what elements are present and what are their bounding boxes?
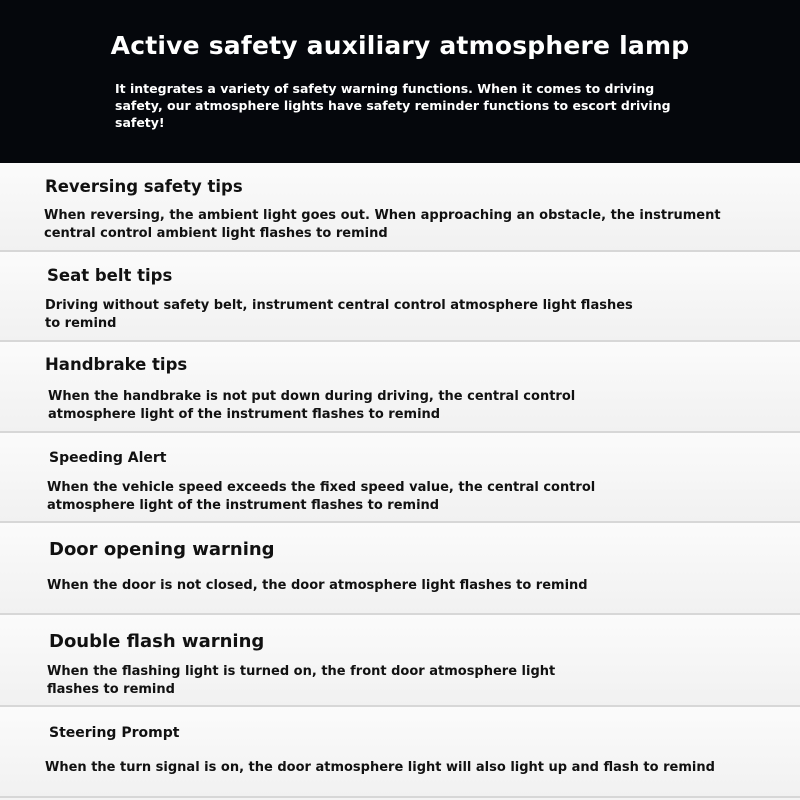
section-text: When the turn signal is on, the door atmosphere light will also light up and flash to remind	[45, 760, 715, 775]
section-text: When the handbrake is not put down during driving, the central control atmosphere light of the instrument flashes to remind	[48, 389, 576, 422]
section-text: When the flashing light is turned on, the front door atmosphere light flashes to remind	[47, 664, 556, 697]
page-description: It integrates a variety of safety warning functions. When it comes to driving safety, our atmosphere lights have safety reminder functions to escort driving safety!	[115, 81, 671, 130]
header-banner	[0, 0, 800, 163]
page-title: Active safety auxiliary atmosphere lamp	[110, 31, 690, 60]
section-seat-belt	[0, 252, 800, 342]
section-title: Double flash warning	[49, 631, 265, 652]
section-reversing-safety	[0, 163, 800, 252]
section-speeding-alert	[0, 433, 800, 523]
section-title: Door opening warning	[49, 539, 275, 560]
section-title: Steering Prompt	[49, 725, 180, 741]
section-title: Reversing safety tips	[45, 177, 243, 196]
section-text: Driving without safety belt, instrument central control atmosphere light flashes to remind	[45, 298, 633, 331]
section-title: Handbrake tips	[45, 355, 188, 374]
section-text: When the door is not closed, the door atmosphere light flashes to remind	[47, 578, 588, 593]
section-steering-prompt	[0, 707, 800, 798]
section-text: When reversing, the ambient light goes out. When approaching an obstacle, the instrument central control ambient light flashes to remind	[44, 208, 721, 241]
section-handbrake	[0, 342, 800, 433]
section-double-flash	[0, 615, 800, 707]
section-door-opening	[0, 523, 800, 615]
section-title: Speeding Alert	[49, 450, 167, 466]
section-title: Seat belt tips	[47, 266, 173, 285]
section-text: When the vehicle speed exceeds the fixed speed value, the central control atmosphere light of the instrument flashes to remind	[47, 480, 596, 513]
